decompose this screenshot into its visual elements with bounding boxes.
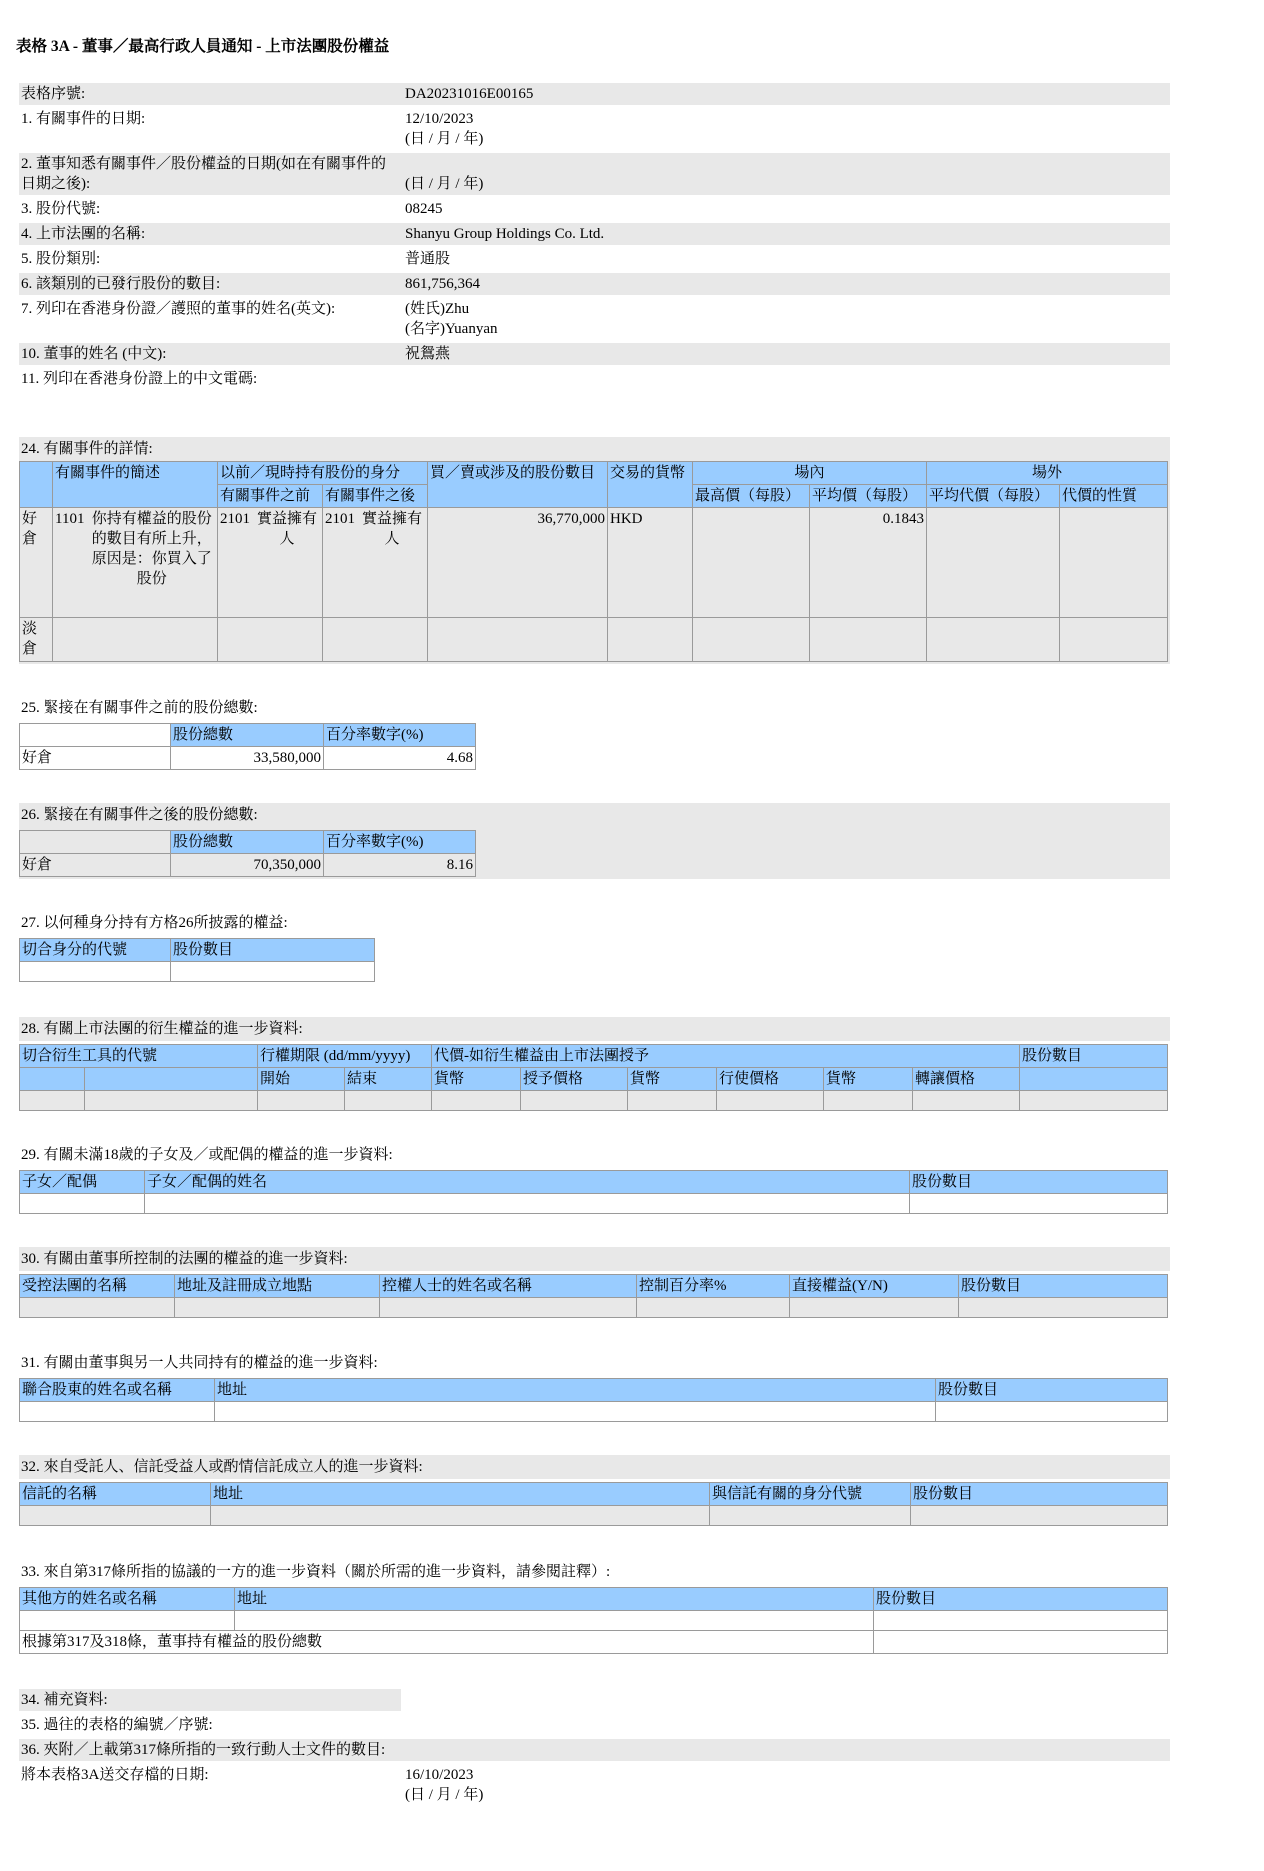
field-row-aware-date <box>19 153 1170 195</box>
field-label: 1. 有關事件的日期: <box>21 111 146 127</box>
col-on-exchange: 場內 <box>693 462 927 485</box>
field-row-issued-shares <box>19 273 1170 295</box>
section-27 <box>19 911 1170 982</box>
col-trust-name: 信託的名稱 <box>20 1483 211 1506</box>
field-value: 861,756,364 <box>401 273 1170 295</box>
field-label: 10. 董事的姓名 (中文): <box>19 343 401 365</box>
col-total-shares: 股份總數 <box>171 831 324 854</box>
col-currency: 貨幣 <box>628 1068 717 1091</box>
section-33 <box>19 1560 1170 1654</box>
col-direct-interest: 直接權益(Y/N) <box>790 1275 959 1298</box>
col-capacity: 以前／現時持有股份的身分 <box>218 462 428 485</box>
col-number-of-shares: 股份數目 <box>1020 1045 1168 1068</box>
col-average-consideration: 平均代價（每股） <box>927 485 1060 508</box>
col-number-of-shares: 股份數目 <box>171 939 375 962</box>
bottom-fields <box>19 1686 1170 1809</box>
event-details-table <box>19 461 1168 662</box>
col-total-shares: 股份總數 <box>171 724 324 747</box>
field-label: 4. 上市法團的名稱: <box>19 223 401 245</box>
col-address: 地址及註冊成立地點 <box>175 1275 380 1298</box>
col-controller-name: 控權人士的姓名或名稱 <box>380 1275 637 1298</box>
section-30 <box>19 1247 1170 1318</box>
row-label: 好倉 <box>20 747 171 770</box>
field-value: 普通股 <box>405 251 451 267</box>
total-shares: 33,580,000 <box>171 747 324 770</box>
col-capacity-code: 切合身分的代號 <box>20 939 171 962</box>
field-value: 08245 <box>405 201 443 217</box>
col-number-of-shares: 股份數目 <box>936 1379 1168 1402</box>
col-number-of-shares: 股份數目 <box>911 1483 1168 1506</box>
capacity-after-code: 2101 <box>325 511 355 527</box>
section-28 <box>19 1017 1170 1111</box>
col-after: 有關事件之後 <box>323 485 428 508</box>
col-percentage: 百分率數字(%) <box>324 724 476 747</box>
section-heading: 28. 有關上市法團的衍生權益的進一步資料: <box>19 1017 1170 1041</box>
col-event-brief: 有關事件的簡述 <box>53 462 218 508</box>
field-row-supplementary <box>19 1689 1170 1711</box>
col-control-pct: 控制百分率% <box>637 1275 790 1298</box>
field-value: (姓氏)Zhu (名字)Yuanyan <box>405 301 498 337</box>
table-row-short-position <box>20 618 1168 662</box>
col-currency: 貨幣 <box>824 1068 913 1091</box>
field-label: 2. 董事知悉有關事件／股份權益的日期(如在有關事件的日期之後): <box>19 153 401 195</box>
table-row-total <box>20 1631 1168 1654</box>
section-heading: 31. 有關由董事與另一人共同持有的權益的進一步資料: <box>19 1351 1170 1375</box>
section-29 <box>19 1143 1170 1214</box>
field-value: DA20231016E00165 <box>401 83 1170 105</box>
shares-involved: 36,770,000 <box>428 508 608 618</box>
col-address: 地址 <box>211 1483 710 1506</box>
col-before: 有關事件之前 <box>218 485 323 508</box>
section-heading: 29. 有關未滿18歲的子女及／或配偶的權益的進一步資料: <box>19 1143 1170 1167</box>
section-heading: 24. 有關事件的詳情: <box>19 437 1170 461</box>
capacity-before-code: 2101 <box>220 511 250 527</box>
event-description: 你持有權益的股份的數目有所上升，原因是：你買入了股份 <box>91 511 212 587</box>
field-value <box>401 368 1170 390</box>
table-row <box>20 854 476 877</box>
section-24 <box>19 437 1170 664</box>
field-row-share-class <box>19 248 1170 270</box>
col-trust-capacity-code: 與信託有關的身分代號 <box>710 1483 911 1506</box>
col-consideration-nature: 代價的性質 <box>1060 485 1168 508</box>
col-number-of-shares: 股份數目 <box>959 1275 1168 1298</box>
col-exercise-price: 行使價格 <box>717 1068 824 1091</box>
field-row-attachments <box>19 1739 1170 1761</box>
table-row <box>20 747 476 770</box>
col-exercise-period: 行權期限 (dd/mm/yyyy) <box>258 1045 432 1068</box>
col-child-spouse: 子女／配偶 <box>20 1171 145 1194</box>
section-heading: 30. 有關由董事所控制的法團的權益的進一步資料: <box>19 1247 1170 1271</box>
field-row-event-date <box>19 108 1170 150</box>
section-25 <box>19 696 1170 770</box>
col-joint-holder: 聯合股東的姓名或名稱 <box>20 1379 215 1402</box>
percentage: 8.16 <box>324 854 476 877</box>
total-label: 根據第317及318條，董事持有權益的股份總數 <box>20 1631 874 1654</box>
col-controlled-corp: 受控法團的名稱 <box>20 1275 175 1298</box>
field-label: 5. 股份類別: <box>21 251 101 267</box>
col-grant-price: 授予價格 <box>521 1068 628 1091</box>
col-address: 地址 <box>235 1588 874 1611</box>
field-row-filing-date <box>19 1764 1170 1806</box>
col-highest-price: 最高價（每股） <box>693 485 810 508</box>
field-row-form-no <box>19 83 1170 105</box>
field-row-english-name <box>19 298 1170 340</box>
col-percentage: 百分率數字(%) <box>324 831 476 854</box>
field-label: 7. 列印在香港身份證／護照的董事的姓名(英文): <box>21 301 336 317</box>
col-currency: 貨幣 <box>432 1068 521 1091</box>
field-row-chinese-name <box>19 343 1170 365</box>
col-currency: 交易的貨幣 <box>608 462 693 508</box>
total-shares: 70,350,000 <box>171 854 324 877</box>
field-value: Shanyu Group Holdings Co. Ltd. <box>401 223 1170 245</box>
section-26 <box>19 803 1170 879</box>
capacity-before-desc: 實益擁有人 <box>256 511 317 547</box>
field-label: 3. 股份代號: <box>21 201 101 217</box>
section-32 <box>19 1455 1170 1526</box>
field-row-company-name <box>19 223 1170 245</box>
col-start: 開始 <box>258 1068 345 1091</box>
field-row-stock-code <box>19 198 1170 220</box>
field-value <box>401 1739 1170 1761</box>
col-other-party: 其他方的姓名或名稱 <box>20 1588 235 1611</box>
field-label: 11. 列印在香港身份證上的中文電碼: <box>21 371 258 387</box>
table-row-long-position <box>20 508 1168 618</box>
col-child-spouse-name: 子女／配偶的姓名 <box>145 1171 910 1194</box>
section-heading: 25. 緊接在有關事件之前的股份總數: <box>19 696 1170 720</box>
section-heading: 26. 緊接在有關事件之後的股份總數: <box>19 803 1170 827</box>
percentage: 4.68 <box>324 747 476 770</box>
row-label: 好倉 <box>20 508 53 618</box>
field-label: 35. 過往的表格的編號／序號: <box>21 1717 213 1733</box>
col-consideration: 代價-如衍生權益由上市法團授予 <box>432 1045 1020 1068</box>
field-row-chinese-code <box>19 368 1170 390</box>
col-transfer-price: 轉讓價格 <box>913 1068 1020 1091</box>
field-value: 12/10/2023 (日 / 月 / 年) <box>405 111 484 147</box>
col-derivative-code: 切合衍生工具的代號 <box>20 1045 258 1068</box>
field-value: 16/10/2023 (日 / 月 / 年) <box>405 1767 484 1803</box>
section-heading: 32. 來自受託人、信託受益人或酌情信託成立人的進一步資料: <box>19 1455 1170 1479</box>
field-value <box>401 1714 1170 1736</box>
field-label: 36. 夾附／上載第317條所指的一致行動人士文件的數目: <box>19 1739 401 1761</box>
col-average-price: 平均價（每股） <box>810 485 927 508</box>
col-off-exchange: 場外 <box>927 462 1168 485</box>
field-label: 34. 補充資料: <box>19 1689 401 1711</box>
col-address: 地址 <box>215 1379 936 1402</box>
event-code: 1101 <box>55 511 85 527</box>
field-value: (日 / 月 / 年) <box>401 153 1170 195</box>
form-title: 表格 3A - 董事／最高行政人員通知 - 上市法團股份權益 <box>16 38 390 55</box>
top-fields <box>19 80 1170 393</box>
field-label: 表格序號: <box>19 83 401 105</box>
col-end: 結束 <box>345 1068 432 1091</box>
average-price: 0.1843 <box>810 508 927 618</box>
row-label: 好倉 <box>20 854 171 877</box>
field-label: 將本表格3A送交存檔的日期: <box>21 1767 209 1783</box>
col-shares-involved: 買／賣或涉及的股份數目 <box>428 462 608 508</box>
field-label: 6. 該類別的已發行股份的數目: <box>19 273 401 295</box>
field-value <box>401 1689 1170 1711</box>
capacity-after-desc: 實益擁有人 <box>361 511 422 547</box>
field-row-previous-form <box>19 1714 1170 1736</box>
col-number-of-shares: 股份數目 <box>874 1588 1168 1611</box>
section-heading: 27. 以何種身分持有方格26所披露的權益: <box>19 911 1170 935</box>
field-value: 祝鴛燕 <box>401 343 1170 365</box>
section-31 <box>19 1351 1170 1422</box>
section-heading: 33. 來自第317條所指的協議的一方的進一步資料（關於所需的進一步資料，請參閱註釋）: <box>19 1560 1170 1584</box>
currency: HKD <box>608 508 693 618</box>
row-label: 淡倉 <box>20 618 53 662</box>
col-number-of-shares: 股份數目 <box>910 1171 1168 1194</box>
